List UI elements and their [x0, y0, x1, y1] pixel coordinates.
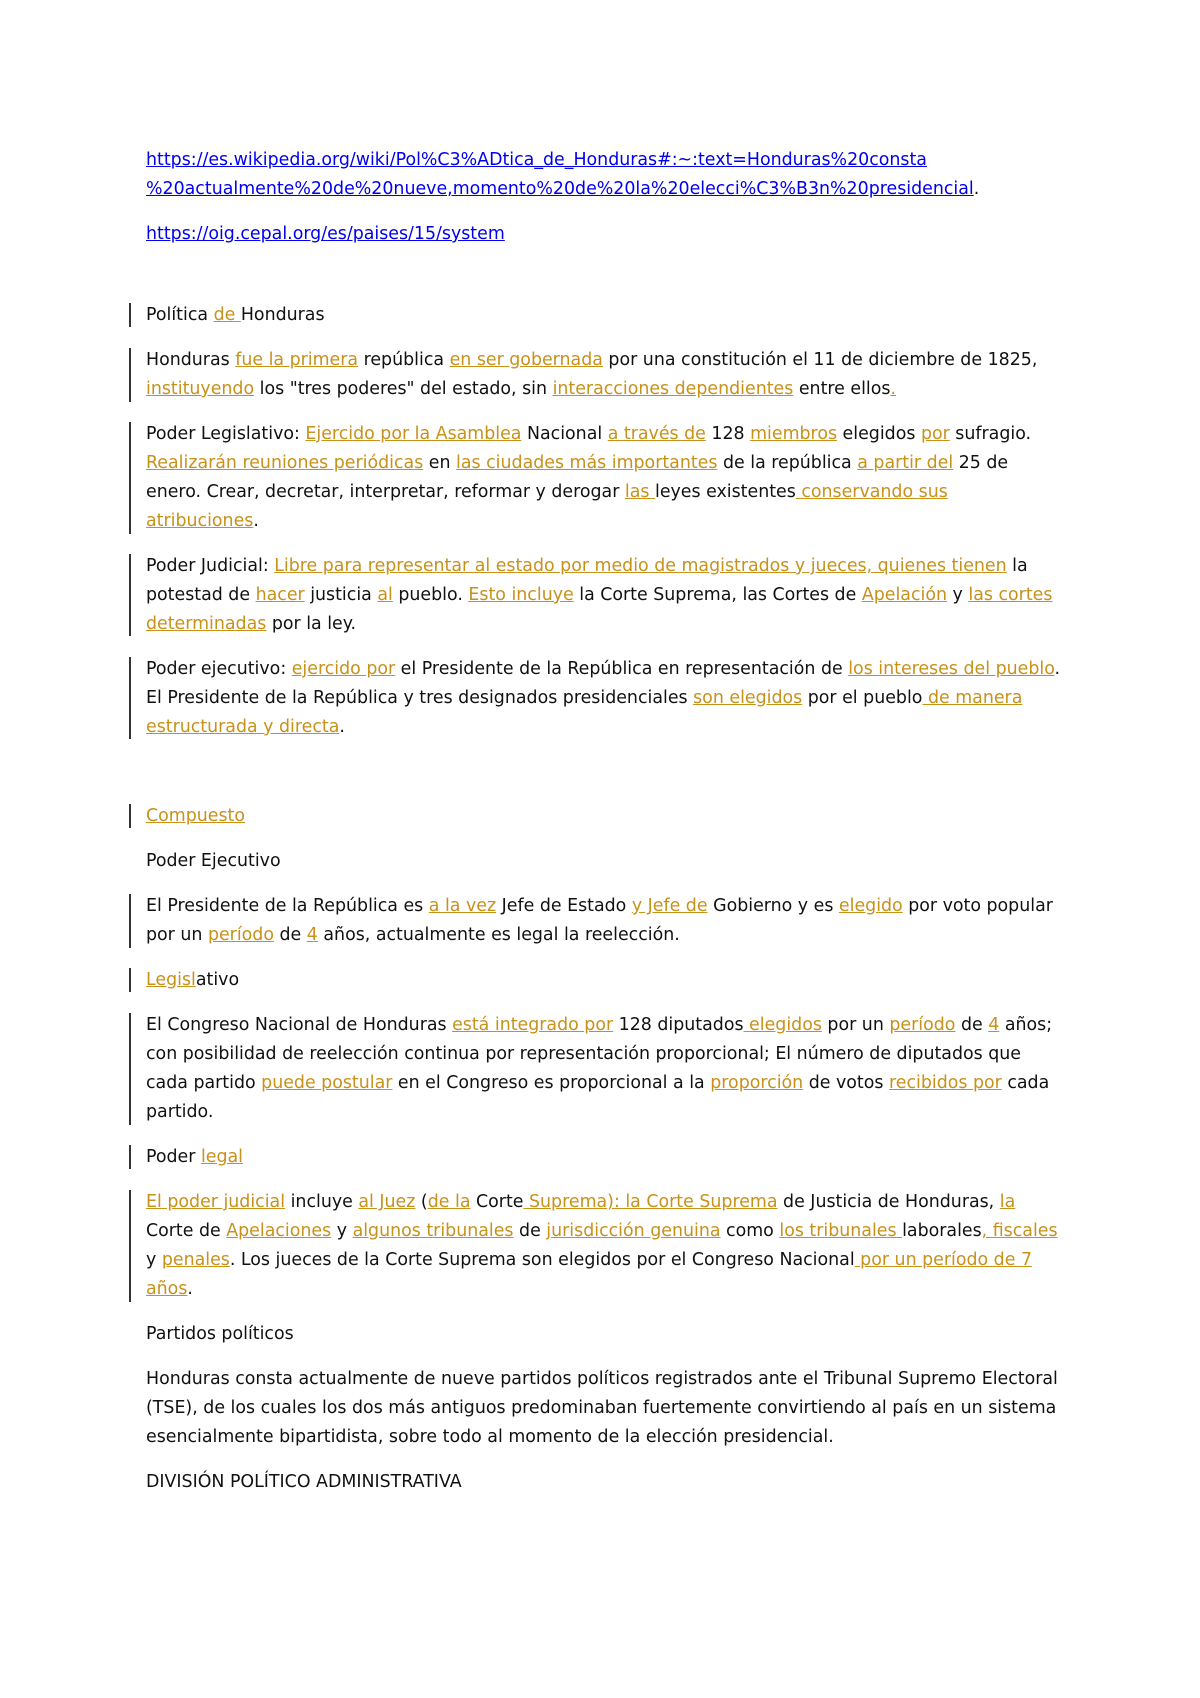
- wikipedia-link-paragraph: [146, 146, 1066, 204]
- heading-text: ativo: [195, 970, 240, 990]
- tracked-insertion: Legisl: [146, 970, 196, 990]
- text-run: y: [947, 585, 969, 605]
- politica-text: Política: [146, 305, 214, 325]
- tracked-insertion: las: [624, 482, 655, 502]
- tracked-insertion: al Juez: [358, 1192, 416, 1212]
- tracked-insertion: legal: [200, 1147, 243, 1167]
- tracked-insertion: Apelación: [861, 585, 948, 605]
- tracked-insertion: a través de: [607, 424, 706, 444]
- legislativo-paragraph: [146, 420, 1066, 536]
- text-run: sufragio.: [949, 424, 1032, 444]
- change-bar: [129, 303, 131, 327]
- change-bar: [129, 968, 131, 992]
- tracked-insertion: , fiscales: [981, 1221, 1058, 1241]
- partidos-heading: [146, 1320, 1066, 1349]
- text-run: como: [720, 1221, 780, 1241]
- tracked-insertion: los tribunales: [779, 1221, 903, 1241]
- judicial-detalle-paragraph: [146, 1188, 1066, 1304]
- tracked-insertion: Libre para representar al estado por medio de magistrados y jueces, quienes tienen: [274, 556, 1007, 576]
- change-bar: [129, 804, 131, 828]
- congreso-paragraph: [146, 1011, 1066, 1127]
- text-run: por el pueblo: [802, 688, 923, 708]
- text-run: por una constitución el 11 de diciembre de 1825,: [602, 350, 1038, 370]
- text-run: por voto popular por un: [146, 896, 1053, 945]
- text-run: en el Congreso es proporcional a la: [392, 1073, 711, 1093]
- tracked-insertion: a partir del: [857, 453, 954, 473]
- change-bar: [129, 554, 131, 636]
- text-run: Corte de: [146, 1221, 227, 1241]
- tracked-insertion: a la vez: [428, 896, 497, 916]
- tracked-insertion: hacer: [255, 585, 305, 605]
- text-run: Honduras consta actualmente de nueve partidos políticos registrados ante el Tribunal Supremo Electoral (TSE), de los cuales los dos más antiguos predominaban fuertemente convirtiendo al país en un sistema esencialmente bipartidista, sobre todo al momento de la elección presidencial.: [146, 1369, 1058, 1447]
- text-run: por la ley.: [266, 614, 357, 634]
- tracked-insertion: fue la primera: [235, 350, 359, 370]
- tracked-insertion: de la: [427, 1192, 471, 1212]
- compuesto-heading: [146, 802, 1066, 831]
- tracked-insertion: ): la Corte Suprema: [607, 1192, 778, 1212]
- text-run: 128 diputados: [613, 1015, 744, 1035]
- tracked-insertion: de: [213, 305, 241, 325]
- text-run: El Presidente de la República es: [146, 896, 429, 916]
- tracked-insertion: las cortes determinadas: [146, 585, 1053, 634]
- tracked-insertion: ejercido por: [291, 659, 396, 679]
- text-run: por un: [821, 1015, 890, 1035]
- tracked-insertion: período: [207, 925, 274, 945]
- tracked-insertion: de manera estructurada y directa: [146, 688, 1023, 737]
- text-run: Nacional: [521, 424, 608, 444]
- heading-text: DIVISIÓN POLÍTICO ADMINISTRATIVA: [146, 1472, 462, 1492]
- text-run: el Presidente de la República en representación de: [395, 659, 849, 679]
- tracked-insertion: período: [889, 1015, 956, 1035]
- text-run: de la república: [717, 453, 858, 473]
- tracked-insertion: proporción: [710, 1073, 804, 1093]
- text-run: Gobierno y es: [707, 896, 839, 916]
- text-run: 128: [705, 424, 751, 444]
- text-run: leyes existentes: [654, 482, 796, 502]
- division-heading: [146, 1468, 1066, 1497]
- change-bar: [129, 894, 131, 948]
- heading-text: Poder: [146, 1147, 201, 1167]
- change-bar: [129, 1145, 131, 1169]
- tracked-insertion: las ciudades más importantes: [456, 453, 718, 473]
- judicial-paragraph: [146, 552, 1066, 639]
- tracked-insertion: por: [920, 424, 950, 444]
- tracked-insertion: está integrado por: [452, 1015, 614, 1035]
- text-run: El Congreso Nacional de Honduras: [146, 1015, 453, 1035]
- tracked-insertion: miembros: [750, 424, 838, 444]
- cepal-link[interactable]: https://oig.cepal.org/es/paises/15/system: [146, 224, 505, 244]
- tracked-insertion: Suprema: [523, 1192, 608, 1212]
- text-run: años; con posibilidad de reelección continua por representación proporcional; El número de diputados que cada partido: [146, 1015, 1053, 1093]
- legislativo-heading: [146, 966, 1066, 995]
- wikipedia-link-part1[interactable]: https://es.wikipedia.org/wiki/Pol%C3%ADtica_de_Honduras#:~:text=Honduras%20consta: [146, 150, 927, 170]
- tracked-insertion: instituyendo: [146, 379, 255, 399]
- tracked-insertion: jurisdicción genuina: [546, 1221, 721, 1241]
- text-run: cada partido.: [146, 1073, 1050, 1122]
- ejecutivo-paragraph: [146, 655, 1066, 742]
- wikipedia-link-part2[interactable]: %20actualmente%20de%20nueve,momento%20de%20la%20elecci%C3%B3n%20presidencial: [146, 179, 974, 199]
- tracked-insertion: algunos tribunales: [352, 1221, 514, 1241]
- tracked-insertion: Compuesto: [146, 806, 246, 826]
- text-run: de: [273, 925, 307, 945]
- text-run: república: [358, 350, 450, 370]
- text-run: .: [339, 717, 345, 737]
- text-run: elegidos: [837, 424, 921, 444]
- text-run: incluye: [285, 1192, 359, 1212]
- tracked-insertion: puede postular: [261, 1073, 393, 1093]
- cepal-link-paragraph: [146, 220, 1066, 249]
- text-run: de: [955, 1015, 989, 1035]
- text-run: años, actualmente es legal la reelección.: [317, 925, 680, 945]
- text-run: Poder Legislativo:: [146, 424, 306, 444]
- text-run: y: [331, 1221, 353, 1241]
- text-run: de Justicia de Honduras,: [777, 1192, 1000, 1212]
- text-run: laborales: [902, 1221, 982, 1241]
- tracked-insertion: los intereses del pueblo: [848, 659, 1055, 679]
- text-run: entre ellos: [793, 379, 891, 399]
- tracked-insertion: por un período de 7 años: [146, 1250, 1033, 1299]
- tracked-insertion: al: [377, 585, 393, 605]
- spacer: [146, 265, 1066, 301]
- tracked-insertion: penales: [161, 1250, 230, 1270]
- change-bar: [129, 422, 131, 534]
- change-bar: [129, 1013, 131, 1125]
- spacer: [146, 758, 1066, 802]
- text-run: los "tres poderes" del estado, sin: [254, 379, 553, 399]
- text-run: .: [253, 511, 259, 531]
- text-run: de votos: [803, 1073, 889, 1093]
- wikipedia-link[interactable]: [146, 150, 974, 199]
- text-run: la potestad de: [146, 556, 1028, 605]
- heading-text: Partidos políticos: [146, 1324, 294, 1344]
- text-run: . El Presidente de la República y tres designados presidenciales: [146, 659, 1061, 708]
- tracked-insertion: El poder judicial: [146, 1192, 286, 1212]
- tracked-insertion: 4: [988, 1015, 1000, 1035]
- text-run: 25 de enero. Crear, decretar, interpretar, reformar y derogar: [146, 453, 1009, 502]
- text-run: Corte: [470, 1192, 524, 1212]
- heading-text: Poder Ejecutivo: [146, 851, 281, 871]
- change-bar: [129, 1190, 131, 1302]
- tracked-insertion: en ser gobernada: [449, 350, 603, 370]
- tracked-insertion: recibidos por: [888, 1073, 1002, 1093]
- text-run: de: [513, 1221, 547, 1241]
- text-run: en: [423, 453, 457, 473]
- tracked-insertion: .: [890, 379, 896, 399]
- tracked-insertion: Esto incluye: [468, 585, 574, 605]
- text-run: la Corte Suprema, las Cortes de: [573, 585, 862, 605]
- tracked-insertion: Realizarán reuniones periódicas: [146, 453, 424, 473]
- intro-paragraph: [146, 346, 1066, 404]
- change-bar: [129, 348, 131, 402]
- politica-text: Honduras: [240, 305, 325, 325]
- poder-legal-heading: [146, 1143, 1066, 1172]
- politica-heading: [146, 301, 1066, 330]
- text-run: (: [415, 1192, 428, 1212]
- tracked-insertion: Apelaciones: [226, 1221, 332, 1241]
- document-body: [146, 146, 1066, 1513]
- tracked-insertion: Ejercido por la Asamblea: [305, 424, 522, 444]
- text-run: justicia: [304, 585, 378, 605]
- tracked-insertion: son elegidos: [693, 688, 803, 708]
- wikipedia-link-period: .: [973, 179, 980, 199]
- text-run: Honduras: [146, 350, 236, 370]
- text-run: pueblo.: [392, 585, 469, 605]
- text-run: y: [146, 1250, 162, 1270]
- change-bar: [129, 657, 131, 739]
- text-run: Poder ejecutivo:: [146, 659, 292, 679]
- text-run: Poder Judicial:: [146, 556, 275, 576]
- text-run: Jefe de Estado: [496, 896, 632, 916]
- text-run: .: [187, 1279, 193, 1299]
- poder-ejecutivo-heading: [146, 847, 1066, 876]
- presidente-paragraph: [146, 892, 1066, 950]
- tracked-insertion: 4: [306, 925, 318, 945]
- tracked-insertion: conservando sus atribuciones: [146, 482, 948, 531]
- tracked-insertion: elegidos: [743, 1015, 822, 1035]
- tracked-insertion: interacciones dependientes: [552, 379, 794, 399]
- partidos-paragraph: [146, 1365, 1066, 1452]
- text-run: . Los jueces de la Corte Suprema son elegidos por el Congreso Nacional: [229, 1250, 855, 1270]
- tracked-insertion: elegido: [838, 896, 903, 916]
- tracked-insertion: y Jefe de: [631, 896, 708, 916]
- tracked-insertion: la: [999, 1192, 1016, 1212]
